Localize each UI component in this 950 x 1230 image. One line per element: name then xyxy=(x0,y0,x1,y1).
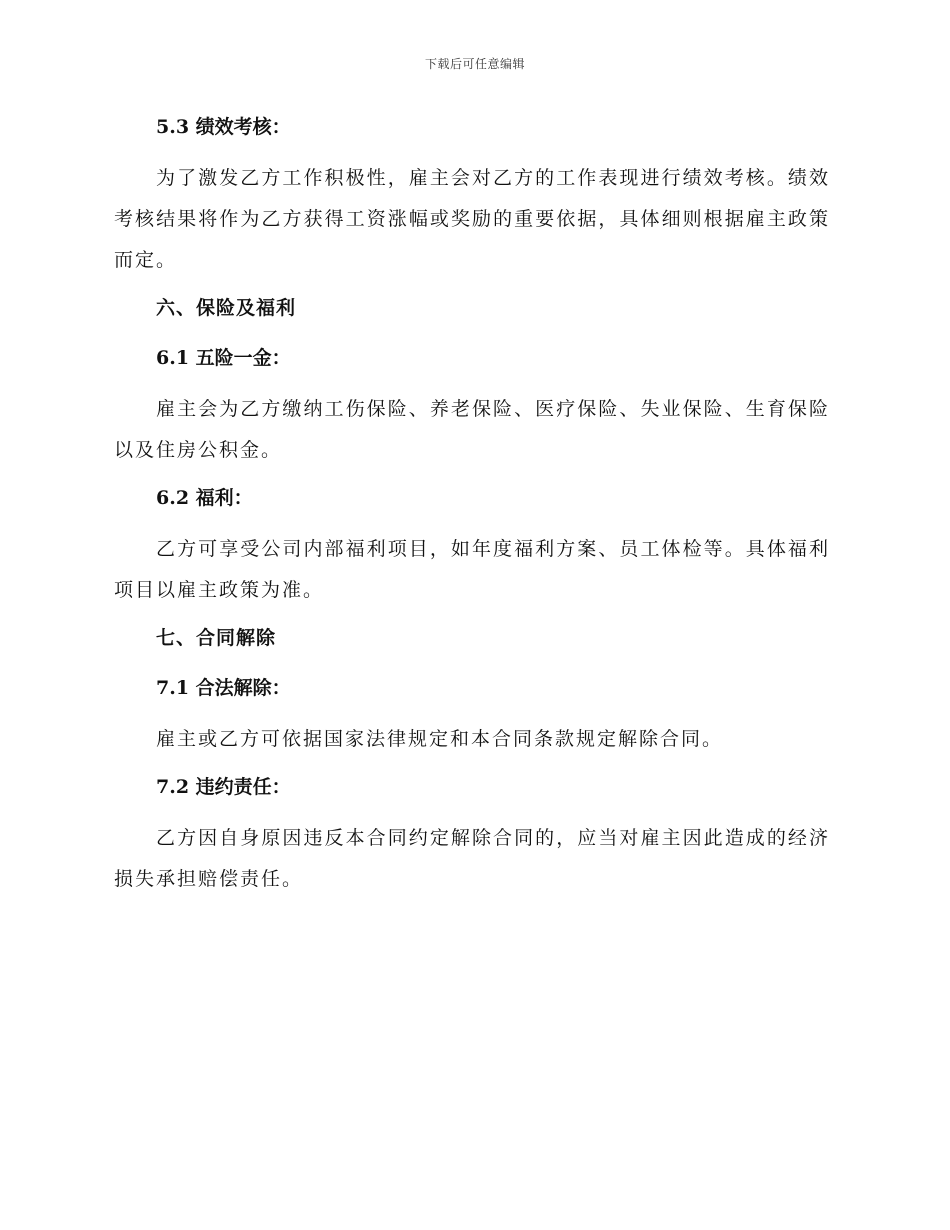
subsection-heading-5-3: 5.3 绩效考核： xyxy=(156,116,291,138)
paragraph-liability: 乙方因自身原因违反本合同约定解除合同的，应当对雇主因此造成的经济损失承担赔偿责任。 xyxy=(114,827,830,890)
paragraph-benefits: 乙方可享受公司内部福利项目，如年度福利方案、员工体检等。具体福利项目以雇主政策为准。 xyxy=(114,538,830,601)
paragraph-social-insurance: 雇主会为乙方缴纳工伤保险、养老保险、医疗保险、失业保险、生育保险以及住房公积金。 xyxy=(114,398,830,461)
paragraph-legal-termination: 雇主或乙方可依据国家法律规定和本合同条款规定解除合同。 xyxy=(156,728,724,750)
subsection-heading-6-1: 6.1 五险一金： xyxy=(156,347,291,369)
page-header: 下载后可任意编辑 xyxy=(424,57,525,71)
document-body xyxy=(114,112,830,912)
subsection-heading-7-1: 7.1 合法解除： xyxy=(156,677,291,699)
subsection-heading-6-2: 6.2 福利： xyxy=(156,487,253,509)
subsection-heading-7-2: 7.2 违约责任： xyxy=(156,776,291,798)
paragraph-performance-review: 为了激发乙方工作积极性，雇主会对乙方的工作表现进行绩效考核。绩效考核结果将作为乙方获得工资涨幅或奖励的重要依据，具体细则根据雇主政策而定。 xyxy=(114,167,830,271)
section-heading-contract-termination: 七、合同解除 xyxy=(156,627,277,649)
section-heading-insurance-benefits: 六、保险及福利 xyxy=(156,297,297,319)
